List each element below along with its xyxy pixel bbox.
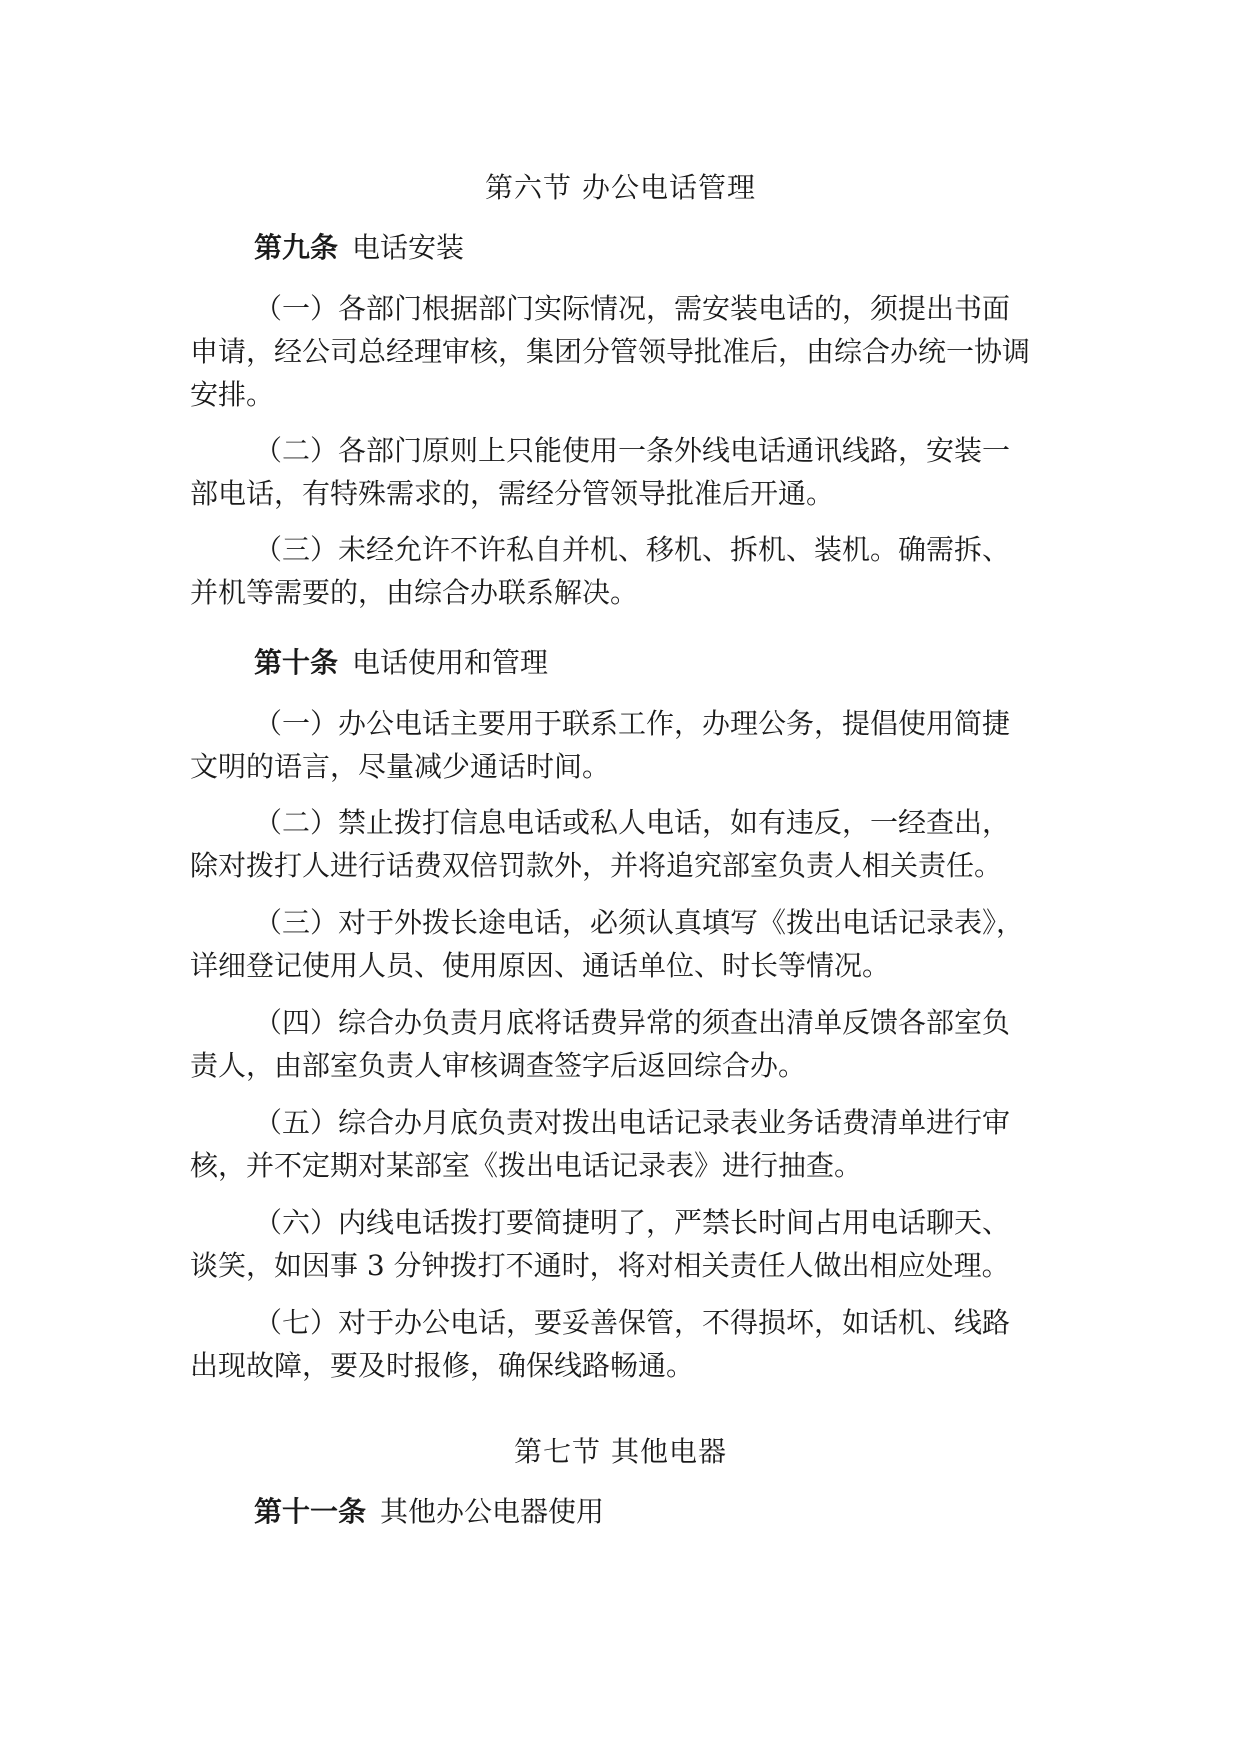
paragraph <box>190 1001 1060 1087</box>
paragraph <box>190 1301 1060 1387</box>
paragraph-line: （七）对于办公电话，要妥善保管，不得损坏，如话机、线路 <box>254 1306 1011 1339</box>
paragraph-line: （三）未经允许不许私自并机、移机、拆机、装机。确需拆、 <box>254 533 1011 566</box>
article-number: 第九条 <box>254 231 339 264</box>
paragraph-line: 部电话，有特殊需求的，需经分管领导批准后开通。 <box>190 477 835 510</box>
paragraph-line: 并机等需要的，由综合办联系解决。 <box>190 576 639 609</box>
article-heading <box>254 228 1054 268</box>
paragraph <box>190 1201 1060 1287</box>
section-title: 第六节 办公电话管理 <box>485 171 756 204</box>
paragraph-line: （一）各部门根据部门实际情况，需安装电话的，须提出书面 <box>254 292 1011 325</box>
article-title: 其他办公电器使用 <box>380 1495 605 1528</box>
article-title: 电话使用和管理 <box>352 646 549 679</box>
paragraph-line: 出现故障，要及时报修，确保线路畅通。 <box>190 1349 695 1382</box>
section-title: 第七节 其他电器 <box>514 1435 727 1468</box>
paragraph <box>190 801 1060 887</box>
paragraph <box>190 1101 1060 1187</box>
paragraph <box>190 287 1060 416</box>
paragraph-line: 文明的语言，尽量减少通话时间。 <box>190 750 611 783</box>
paragraph-line: 责人，由部室负责人审核调查签字后返回综合办。 <box>190 1049 807 1082</box>
paragraph <box>190 429 1060 515</box>
article-title: 电话安装 <box>352 231 465 264</box>
paragraph-line: （二）各部门原则上只能使用一条外线电话通讯线路，安装一 <box>254 434 1011 467</box>
article-heading <box>254 643 1054 683</box>
paragraph-line: （三）对于外拨长途电话，必须认真填写《拨出电话记录表》， <box>254 906 1025 939</box>
paragraph-line: 申请，经公司总经理审核，集团分管领导批准后，由综合办统一协调 <box>190 335 1031 368</box>
paragraph-line: 谈笑，如因事 3 分钟拨打不通时，将对相关责任人做出相应处理。 <box>190 1249 1010 1282</box>
paragraph <box>190 528 1060 614</box>
paragraph-line: （二）禁止拨打信息电话或私人电话，如有违反，一经查出， <box>254 806 1011 839</box>
paragraph-line: （五）综合办月底负责对拨出电话记录表业务话费清单进行审 <box>254 1106 1011 1139</box>
paragraph-line: 详细登记使用人员、使用原因、通话单位、时长等情况。 <box>190 949 891 982</box>
paragraph-line: 安排。 <box>190 378 275 411</box>
paragraph-line: 核，并不定期对某部室《拨出电话记录表》进行抽查。 <box>190 1149 863 1182</box>
article-number: 第十条 <box>254 646 339 679</box>
paragraph <box>190 702 1060 788</box>
paragraph-line: （四）综合办负责月底将话费异常的须查出清单反馈各部室负 <box>254 1006 1011 1039</box>
paragraph-line: 除对拨打人进行话费双倍罚款外，并将追究部室负责人相关责任。 <box>190 849 1003 882</box>
article-number: 第十一条 <box>254 1495 367 1528</box>
paragraph-line: （一）办公电话主要用于联系工作，办理公务，提倡使用简捷 <box>254 707 1011 740</box>
paragraph <box>190 901 1060 987</box>
paragraph-line: （六）内线电话拨打要简捷明了，严禁长时间占用电话聊天、 <box>254 1206 1011 1239</box>
article-heading <box>254 1492 1054 1532</box>
